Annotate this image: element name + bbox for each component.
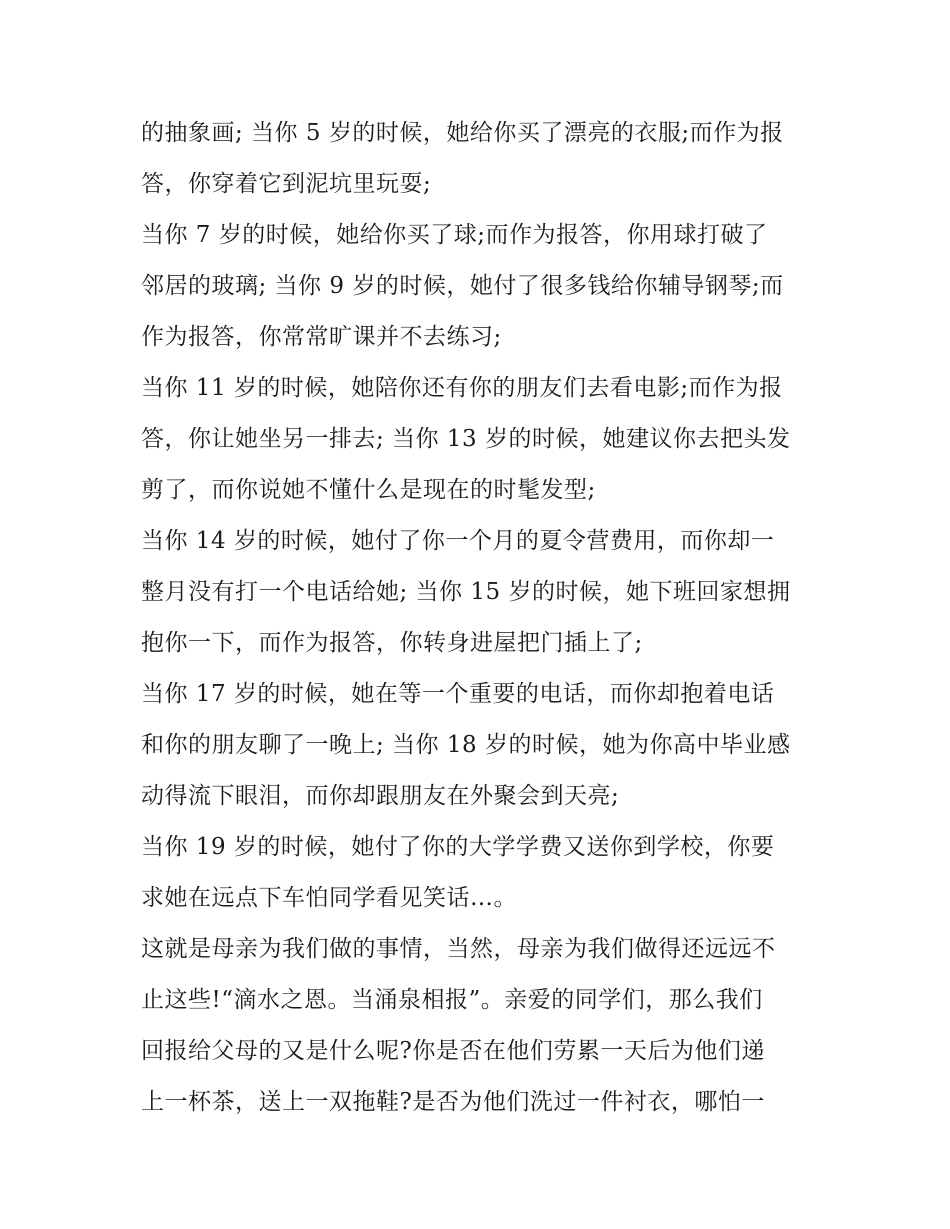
text-line: 当你 11 岁的时候，她陪你还有你的朋友们去看电影;而作为报 xyxy=(141,375,783,401)
text-line: 上一杯茶，送上一双拖鞋?是否为他们洗过一件衬衣，哪怕一 xyxy=(141,1089,765,1115)
text-line: 当你 14 岁的时候，她付了你一个月的夏令营费用，而你却一 xyxy=(141,528,775,554)
text-line: 和你的朋友聊了一晚上; 当你 18 岁的时候，她为你高中毕业感 xyxy=(141,732,791,758)
text-line: 这就是母亲为我们做的事情，当然，母亲为我们做得还远远不 xyxy=(141,936,776,962)
text-line: 作为报答，你常常旷课并不去练习; xyxy=(141,324,502,350)
text-line: 剪了，而你说她不懂什么是现在的时髦发型; xyxy=(141,477,596,503)
body-text xyxy=(141,108,821,1128)
text-line: 的抽象画; 当你 5 岁的时候，她给你买了漂亮的衣服;而作为报 xyxy=(141,120,784,146)
text-line: 当你 7 岁的时候，她给你买了球;而作为报答，你用球打破了 xyxy=(141,222,768,248)
text-line: 动得流下眼泪，而你却跟朋友在外聚会到天亮; xyxy=(141,783,620,809)
text-line: 整月没有打一个电话给她; 当你 15 岁的时候，她下班回家想拥 xyxy=(141,579,791,605)
text-line: 邻居的玻璃; 当你 9 岁的时候，她付了很多钱给你辅导钢琴;而 xyxy=(141,273,784,299)
text-line: 抱你一下，而作为报答，你转身进屋把门插上了; xyxy=(141,630,643,656)
text-line: 答，你穿着它到泥坑里玩耍; xyxy=(141,171,432,197)
text-line: 止这些!“滴水之恩。当涌泉相报”。亲爱的同学们，那么我们 xyxy=(141,987,763,1013)
text-line: 求她在远点下车怕同学看见笑话…。 xyxy=(141,885,517,911)
text-line: 回报给父母的又是什么呢?你是否在他们劳累一天后为他们递 xyxy=(141,1038,765,1064)
text-line: 当你 19 岁的时候，她付了你的大学学费又送你到学校，你要 xyxy=(141,834,775,860)
text-line: 答，你让她坐另一排去; 当你 13 岁的时候，她建议你去把头发 xyxy=(141,426,791,452)
text-line: 当你 17 岁的时候，她在等一个重要的电话，而你却抱着电话 xyxy=(141,681,775,707)
